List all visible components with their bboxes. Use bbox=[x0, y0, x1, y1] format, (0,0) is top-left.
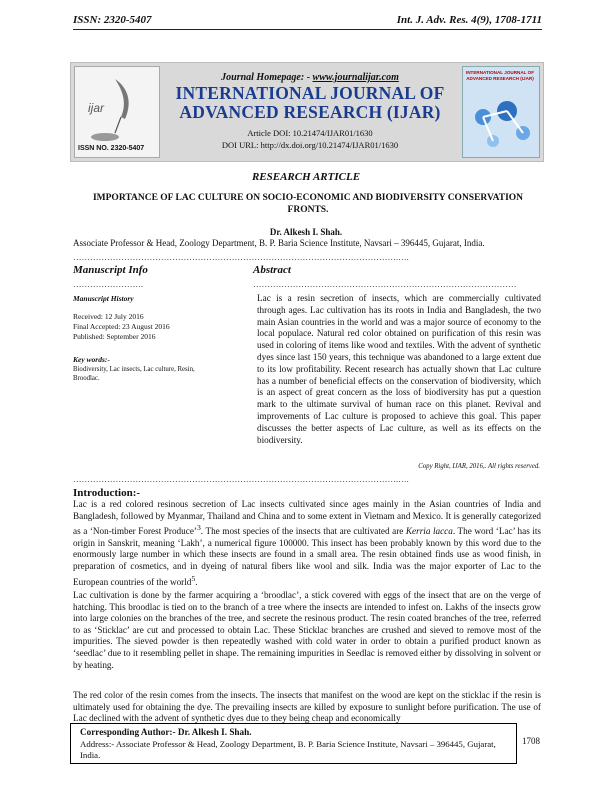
journal-title: INTERNATIONAL JOURNAL OF ADVANCED RESEARCH (IJAR) bbox=[175, 83, 445, 122]
running-header-citation: Int. J. Adv. Res. 4(9), 1708-1711 bbox=[396, 14, 542, 26]
keywords-label: Key words:- bbox=[73, 355, 110, 364]
received-date: Received: 12 July 2016 bbox=[73, 312, 144, 321]
homepage-link[interactable]: www.journalijar.com bbox=[312, 72, 399, 83]
paper-title: IMPORTANCE OF LAC CULTURE ON SOCIO-ECONOMIC AND BIODIVERSITY CONSERVATION FRONTS. bbox=[92, 193, 524, 215]
page-number: 1708 bbox=[522, 736, 540, 746]
logo-issn: ISSN NO. 2320-5407 bbox=[78, 145, 145, 152]
cover-title: INTERNATIONAL JOURNAL OF ADVANCED RESEARCH (IJAR) bbox=[465, 70, 535, 81]
running-header-issn: ISSN: 2320-5407 bbox=[73, 14, 152, 26]
separator-dots: …………………………………………………………………………………………………….…. bbox=[73, 474, 409, 484]
published-date: Published: September 2016 bbox=[73, 332, 156, 341]
intro-text: . bbox=[195, 576, 198, 587]
article-doi: Article DOI: 10.21474/IJAR01/1630 bbox=[247, 128, 373, 138]
intro-paragraph bbox=[73, 499, 541, 588]
accepted-date: Final Accepted: 23 August 2016 bbox=[73, 322, 170, 331]
introduction-heading: Introduction:- bbox=[73, 487, 141, 499]
abstract-text: Lac is a resin secretion of insects, which are commercially cultivated through ages. Lac cultivation has its roots in India and Bangladesh, the two main Asian countries in the world and was a major source of economy to the local populace. Natural red color obtained on purification of this resin was used in coloring of items like wood and textiles. With the advent of synthetic dyes since last 150 years, this technique was abandoned to a large extent due to its low profitability. Recent research has actually shown that Lac culture has a number of beneficial effects on the conservation of biodiversity, which is an aspect of great concern as the loss of biodiversity has put a question mark to the ultimate survival of human race on this planet. Revival and improvements of Lac culture is proposed to achieve this goal. This paper discusses the better aspects of Lac culture, as well as its effects on the biodiversity. bbox=[257, 293, 541, 445]
intro-text: . The word ‘Lac’ has its origin in Sanskrit, meaning ‘Lakh’, a numerical figure 100000. This insect has been probably known by this word due to the enormously large number in which these insects are found in a small area. The resin obtained finds use as wood finish, in preparation of cosmetics, and in dyeing of natural fibers like wool and silk. India was the major exporter of Lac to the European countries of the world bbox=[73, 526, 541, 587]
article-type: RESEARCH ARTICLE bbox=[251, 171, 361, 183]
corresponding-author-heading: Corresponding Author:- Dr. Alkesh I. Shah. bbox=[80, 727, 252, 737]
header-rule bbox=[73, 29, 542, 30]
keywords: Biodiversity, Lac insects, Lac culture, Resin, Broodlac. bbox=[73, 366, 195, 382]
intro-paragraph: Lac cultivation is done by the farmer acquiring a ‘broodlac’, a stick covered with eggs of the insect that are on the verge of hatching. This broodlac is tied on to the branch of a tree where the insects are intended to infest on. Lakhs of the insects grow into large colonies on the branches of the tree, and secrete the resinous product. The resin coated branches of the tree, referred to as ‘Sticklac’ are cut and processed to obtain Lac. These Sticklac branches are crushed and sieved to remove most of the impurities. The sieved powder is then repeatedly washed with cold water in order to obtain a purified product known as ‘seedlac’ due to it resembling pellet in shape. The remaining impurities in Seedlac is removed either by dissolving in solvent or by heating. bbox=[73, 590, 541, 670]
logo-wordmark: ijar bbox=[88, 101, 105, 115]
author-name: Dr. Alkesh I. Shah. bbox=[269, 227, 343, 237]
corresponding-author-address: Address:- Associate Professor & Head, Zoology Department, B. P. Baria Science Institute, Navsari – 396445, Gujarat, India. bbox=[80, 739, 496, 760]
abstract-heading: Abstract bbox=[253, 264, 291, 276]
journal-homepage bbox=[160, 72, 460, 83]
intro-text: Lac is a red colored resinous secretion of Lac insects cultivated since ages mainly in the Asian countries of India and Bangladesh, followed by Myanmar, Thailand and China and to some extent in Vietnam and Mexico. It is generally categorized as a ‘Non-timber Forest Produce’ bbox=[73, 499, 541, 537]
citation-ref: 3 bbox=[196, 523, 201, 533]
author-affiliation: Associate Professor & Head, Zoology Department, B. P. Baria Science Institute, Navsari – 396445, Gujarat, India. bbox=[73, 238, 485, 248]
species-name: Kerria lacca bbox=[405, 526, 453, 537]
intro-text: . The most species of the insects that are cultivated are bbox=[200, 526, 406, 537]
doi-url[interactable]: DOI URL: http://dx.doi.org/10.21474/IJAR01/1630 bbox=[221, 140, 399, 150]
citation-ref: 5 bbox=[191, 573, 196, 583]
manuscript-dots: ……………………. bbox=[73, 279, 144, 289]
manuscript-history-label: Manuscript History bbox=[73, 294, 134, 303]
copyright-notice: Copy Right, IJAR, 2016,. All rights reserved. bbox=[418, 463, 540, 470]
separator-dots: …………………………………………………………………………………………………….…. bbox=[73, 252, 409, 262]
manuscript-info-heading: Manuscript Info bbox=[73, 264, 148, 276]
intro-paragraph: The red color of the resin comes from the insects. The insects that manifest on the wood are kept on the sticklac if the resin is ultimately used for obtaining the dye. The prevailing insects are killed by exposure to sunlight before purification. The use of Lac declined with the advent of synthetic dyes due to they being cheap and economically bbox=[73, 690, 541, 724]
abstract-dots: ………………………………………………………………………………… bbox=[253, 279, 517, 289]
homepage-label: Journal Homepage: - bbox=[221, 72, 311, 83]
